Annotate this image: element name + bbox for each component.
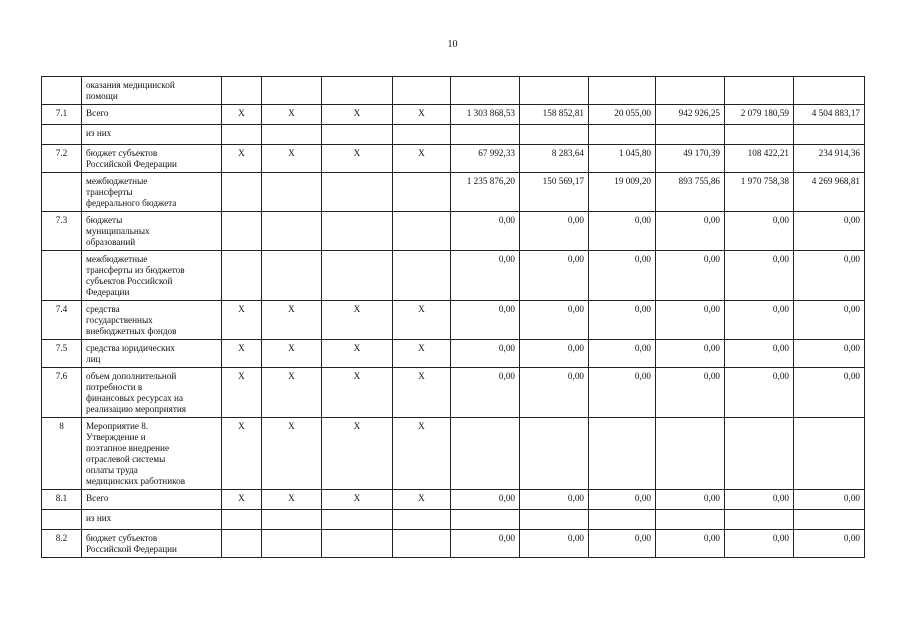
mark-cell: [393, 212, 451, 251]
value-cell: [451, 77, 520, 105]
mark-cell: [393, 125, 451, 145]
mark-cell: X: [393, 301, 451, 340]
mark-cell: [322, 77, 393, 105]
value-cell: [451, 125, 520, 145]
row-name-cell: Всего: [82, 105, 222, 125]
row-name-cell: межбюджетные трансферты из бюджетов субъектов Российской Федерации: [82, 251, 222, 301]
mark-cell: [262, 125, 322, 145]
mark-cell: X: [322, 301, 393, 340]
value-cell: [725, 418, 794, 490]
value-cell: 0,00: [451, 530, 520, 558]
value-cell: 0,00: [656, 340, 725, 368]
value-cell: 0,00: [794, 251, 865, 301]
row-name-cell: межбюджетные трансферты федерального бюджета: [82, 173, 222, 212]
value-cell: 0,00: [725, 301, 794, 340]
value-cell: 0,00: [656, 212, 725, 251]
mark-cell: [322, 510, 393, 530]
value-cell: [520, 77, 589, 105]
mark-cell: X: [222, 301, 262, 340]
row-number-cell: 7.6: [42, 368, 82, 418]
table-row: [42, 510, 865, 530]
mark-cell: [322, 125, 393, 145]
mark-cell: X: [222, 340, 262, 368]
value-cell: [725, 77, 794, 105]
row-number-cell: [42, 77, 82, 105]
mark-cell: X: [222, 105, 262, 125]
value-cell: [520, 125, 589, 145]
value-cell: 0,00: [589, 530, 656, 558]
value-cell: [451, 510, 520, 530]
value-cell: 150 569,17: [520, 173, 589, 212]
value-cell: 0,00: [725, 368, 794, 418]
mark-cell: [222, 125, 262, 145]
mark-cell: X: [222, 418, 262, 490]
value-cell: 0,00: [520, 368, 589, 418]
table-row: [42, 212, 865, 251]
budget-table: [41, 76, 865, 558]
value-cell: [656, 125, 725, 145]
value-cell: 19 009,20: [589, 173, 656, 212]
table-row: [42, 368, 865, 418]
row-name-cell: средства государственных внебюджетных фондов: [82, 301, 222, 340]
mark-cell: X: [262, 301, 322, 340]
mark-cell: [222, 212, 262, 251]
mark-cell: X: [322, 145, 393, 173]
mark-cell: X: [322, 368, 393, 418]
value-cell: 20 055,00: [589, 105, 656, 125]
value-cell: 0,00: [589, 368, 656, 418]
value-cell: 108 422,21: [725, 145, 794, 173]
table-row: [42, 251, 865, 301]
mark-cell: [393, 251, 451, 301]
value-cell: 0,00: [794, 301, 865, 340]
value-cell: 0,00: [794, 490, 865, 510]
value-cell: 0,00: [520, 530, 589, 558]
mark-cell: [393, 530, 451, 558]
value-cell: 0,00: [794, 530, 865, 558]
mark-cell: X: [393, 490, 451, 510]
value-cell: 4 269 968,81: [794, 173, 865, 212]
table-row: [42, 125, 865, 145]
row-name-cell: оказания медицинской помощи: [82, 77, 222, 105]
mark-cell: [322, 212, 393, 251]
mark-cell: X: [393, 418, 451, 490]
mark-cell: [262, 530, 322, 558]
mark-cell: [393, 77, 451, 105]
row-number-cell: 8.2: [42, 530, 82, 558]
mark-cell: [322, 530, 393, 558]
value-cell: [589, 125, 656, 145]
value-cell: [794, 77, 865, 105]
value-cell: 0,00: [794, 368, 865, 418]
value-cell: 1 235 876,20: [451, 173, 520, 212]
table-row: [42, 530, 865, 558]
value-cell: 0,00: [589, 490, 656, 510]
mark-cell: [222, 510, 262, 530]
value-cell: 0,00: [451, 368, 520, 418]
value-cell: 893 755,86: [656, 173, 725, 212]
value-cell: 2 079 180,59: [725, 105, 794, 125]
row-name-cell: бюджеты муниципальных образований: [82, 212, 222, 251]
value-cell: 234 914,36: [794, 145, 865, 173]
mark-cell: [262, 510, 322, 530]
table-row: [42, 418, 865, 490]
mark-cell: X: [262, 490, 322, 510]
mark-cell: X: [222, 490, 262, 510]
value-cell: 0,00: [451, 212, 520, 251]
table-row: [42, 301, 865, 340]
value-cell: [656, 77, 725, 105]
value-cell: 0,00: [451, 301, 520, 340]
value-cell: [794, 418, 865, 490]
value-cell: 0,00: [794, 212, 865, 251]
value-cell: [589, 510, 656, 530]
mark-cell: X: [222, 368, 262, 418]
value-cell: 0,00: [725, 530, 794, 558]
value-cell: 0,00: [451, 490, 520, 510]
value-cell: [589, 418, 656, 490]
mark-cell: [262, 173, 322, 212]
value-cell: 1 045,80: [589, 145, 656, 173]
value-cell: [794, 125, 865, 145]
value-cell: 67 992,33: [451, 145, 520, 173]
mark-cell: X: [262, 105, 322, 125]
value-cell: 0,00: [589, 212, 656, 251]
value-cell: [656, 510, 725, 530]
value-cell: 0,00: [656, 368, 725, 418]
mark-cell: [262, 77, 322, 105]
row-number-cell: 7.1: [42, 105, 82, 125]
value-cell: 0,00: [794, 340, 865, 368]
value-cell: 0,00: [656, 251, 725, 301]
mark-cell: [322, 251, 393, 301]
row-number-cell: 8: [42, 418, 82, 490]
value-cell: 0,00: [520, 301, 589, 340]
mark-cell: X: [262, 145, 322, 173]
mark-cell: [393, 510, 451, 530]
value-cell: 0,00: [520, 340, 589, 368]
value-cell: 942 926,25: [656, 105, 725, 125]
value-cell: 0,00: [451, 340, 520, 368]
mark-cell: X: [322, 105, 393, 125]
row-number-cell: [42, 510, 82, 530]
value-cell: [656, 418, 725, 490]
value-cell: 8 283,64: [520, 145, 589, 173]
value-cell: 0,00: [656, 530, 725, 558]
row-name-cell: из них: [82, 125, 222, 145]
value-cell: [589, 77, 656, 105]
value-cell: 0,00: [589, 251, 656, 301]
value-cell: 1 970 758,38: [725, 173, 794, 212]
mark-cell: [222, 251, 262, 301]
value-cell: 0,00: [725, 340, 794, 368]
mark-cell: X: [393, 340, 451, 368]
table-body: [42, 77, 865, 558]
mark-cell: [262, 251, 322, 301]
table-row: [42, 173, 865, 212]
row-number-cell: 7.3: [42, 212, 82, 251]
row-number-cell: 7.4: [42, 301, 82, 340]
value-cell: 1 303 868,53: [451, 105, 520, 125]
row-name-cell: средства юридических лиц: [82, 340, 222, 368]
row-number-cell: [42, 251, 82, 301]
mark-cell: [222, 77, 262, 105]
row-name-cell: объем дополнительной потребности в финансовых ресурсах на реализацию мероприятия: [82, 368, 222, 418]
value-cell: 0,00: [589, 340, 656, 368]
mark-cell: [262, 212, 322, 251]
value-cell: 0,00: [656, 490, 725, 510]
row-name-cell: бюджет субъектов Российской Федерации: [82, 530, 222, 558]
mark-cell: X: [222, 145, 262, 173]
mark-cell: X: [393, 105, 451, 125]
value-cell: 4 504 883,17: [794, 105, 865, 125]
value-cell: 0,00: [520, 212, 589, 251]
mark-cell: X: [262, 368, 322, 418]
table-row: [42, 105, 865, 125]
mark-cell: X: [393, 145, 451, 173]
value-cell: 49 170,39: [656, 145, 725, 173]
row-number-cell: 7.2: [42, 145, 82, 173]
row-name-cell: из них: [82, 510, 222, 530]
row-number-cell: [42, 173, 82, 212]
mark-cell: X: [262, 340, 322, 368]
mark-cell: X: [322, 340, 393, 368]
row-number-cell: 7.5: [42, 340, 82, 368]
mark-cell: [393, 173, 451, 212]
value-cell: [520, 418, 589, 490]
value-cell: [520, 510, 589, 530]
table-row: [42, 490, 865, 510]
mark-cell: X: [262, 418, 322, 490]
value-cell: 158 852,81: [520, 105, 589, 125]
table-row: [42, 77, 865, 105]
value-cell: 0,00: [656, 301, 725, 340]
value-cell: 0,00: [725, 251, 794, 301]
mark-cell: [222, 530, 262, 558]
row-name-cell: Всего: [82, 490, 222, 510]
value-cell: [451, 418, 520, 490]
table-row: [42, 340, 865, 368]
mark-cell: X: [322, 418, 393, 490]
mark-cell: [322, 173, 393, 212]
page-number: 10: [447, 39, 458, 50]
value-cell: 0,00: [725, 490, 794, 510]
value-cell: 0,00: [725, 212, 794, 251]
mark-cell: [222, 173, 262, 212]
row-number-cell: 8.1: [42, 490, 82, 510]
mark-cell: X: [322, 490, 393, 510]
value-cell: [725, 125, 794, 145]
value-cell: [725, 510, 794, 530]
value-cell: 0,00: [589, 301, 656, 340]
value-cell: 0,00: [520, 490, 589, 510]
mark-cell: X: [393, 368, 451, 418]
value-cell: 0,00: [451, 251, 520, 301]
row-name-cell: Мероприятие 8. Утверждение и поэтапное внедрение отраслевой системы оплаты труда медицинских работников: [82, 418, 222, 490]
row-name-cell: бюджет субъектов Российской Федерации: [82, 145, 222, 173]
table-row: [42, 145, 865, 173]
row-number-cell: [42, 125, 82, 145]
value-cell: [794, 510, 865, 530]
value-cell: 0,00: [520, 251, 589, 301]
